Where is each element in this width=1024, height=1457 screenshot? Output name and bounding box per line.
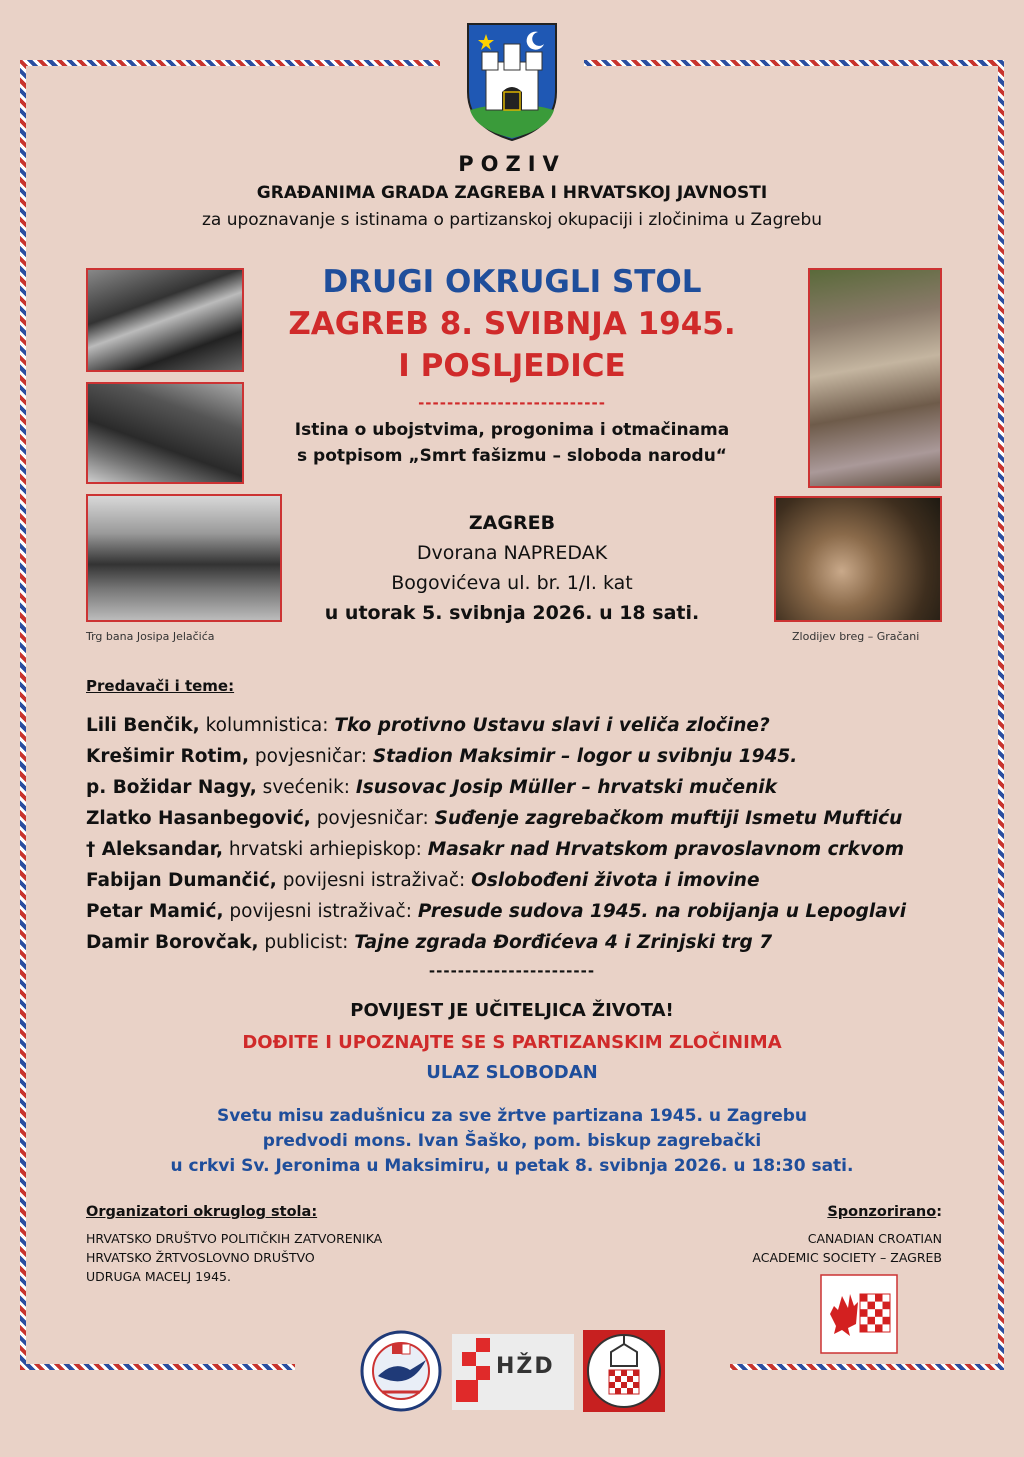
event-title: DRUGI OKRUGLI STOL xyxy=(322,264,702,300)
speaker-name: Lili Benčik, xyxy=(86,715,200,736)
poziv-heading: POZIV xyxy=(458,152,566,176)
zagreb-coat-of-arms-icon xyxy=(466,22,558,142)
organizer-item: UDRUGA MACELJ 1945. xyxy=(86,1269,231,1284)
invitation-purpose: za upoznavanje s istinama o partizanskoj okupaciji i zločinima u Zagrebu xyxy=(201,210,823,230)
mass-line-3: u crkvi Sv. Jeronima u Maksimiru, u petak 8. svibnja 2026. u 18:30 sati. xyxy=(170,1156,854,1176)
event-date: u utorak 5. svibnja 2026. u 18 sati. xyxy=(324,602,700,624)
topic-line-2: s potpisom „Smrt fašizmu – sloboda narodu“ xyxy=(297,446,727,466)
historic-photo-3 xyxy=(86,494,282,622)
speakers-label: Predavači i teme: xyxy=(86,677,235,695)
topic-line-1: Istina o ubojstvima, progonima i otmačinama xyxy=(294,420,730,440)
speaker-role: povijesni istraživač: xyxy=(276,870,472,891)
mass-line-1: Svetu misu zadušnicu za sve žrtve partizana 1945. u Zagrebu xyxy=(216,1106,808,1126)
speaker-item xyxy=(86,741,966,772)
historic-photo-2 xyxy=(86,382,244,484)
speaker-name: Petar Mamić, xyxy=(86,901,224,922)
speaker-role: svećenik: xyxy=(256,777,356,798)
speaker-role: publicist: xyxy=(258,932,355,953)
ccas-logo-icon xyxy=(820,1274,898,1354)
speaker-item xyxy=(86,710,966,741)
macelj-logo-icon xyxy=(583,1330,665,1412)
speaker-role: hrvatski arhiepiskop: xyxy=(223,839,428,860)
speaker-item xyxy=(86,927,966,958)
invitation-recipients: GRAĐANIMA GRADA ZAGREBA I HRVATSKOJ JAVNOSTI xyxy=(256,183,768,203)
speaker-topic: Tajne zgrada Đorđićeva 4 i Zrinjski trg 7 xyxy=(354,932,773,953)
red-divider: -------------------------- xyxy=(418,394,606,412)
event-subtitle-2: I POSLJEDICE xyxy=(398,348,626,384)
location-address: Bogovićeva ul. br. 1/I. kat xyxy=(391,572,633,594)
speaker-topic: Tko protivno Ustavu slavi i veliča zločine? xyxy=(334,715,770,736)
speaker-name: p. Božidar Nagy, xyxy=(86,777,257,798)
speakers-list xyxy=(86,710,966,958)
speaker-topic: Masakr nad Hrvatskom pravoslavnom crkvom xyxy=(427,839,905,860)
speaker-role: povjesničar: xyxy=(310,808,435,829)
event-subtitle-1: ZAGREB 8. SVIBNJA 1945. xyxy=(288,306,736,342)
speaker-topic: Stadion Maksimir – logor u svibnju 1945. xyxy=(372,746,798,767)
sponsor-item: CANADIAN CROATIAN xyxy=(807,1231,942,1246)
speaker-topic: Oslobođeni života i imovine xyxy=(471,870,760,891)
speaker-name: Krešimir Rotim, xyxy=(86,746,249,767)
sponsor-item: ACADEMIC SOCIETY – ZAGREB xyxy=(752,1250,942,1265)
sponsor-list xyxy=(752,1229,942,1267)
organizer-item: HRVATSKO DRUŠTVO POLITIČKIH ZATVORENIKA xyxy=(86,1231,383,1246)
speaker-topic: Suđenje zagrebačkom muftiji Ismetu Muftiću xyxy=(434,808,903,829)
hdpz-logo-icon xyxy=(360,1330,442,1412)
speaker-item xyxy=(86,865,966,896)
speaker-name: Zlatko Hasanbegović, xyxy=(86,808,311,829)
speaker-name: † Aleksandar, xyxy=(86,839,224,860)
hzd-logo-text: HŽD xyxy=(496,1354,555,1379)
caption-right: Zlodijev breg – Gračani xyxy=(792,630,920,643)
mass-line-2: predvodi mons. Ivan Šaško, pom. biskup zagrebački xyxy=(262,1131,762,1151)
speaker-item xyxy=(86,834,966,865)
speaker-item xyxy=(86,803,966,834)
black-divider: ----------------------- xyxy=(428,962,596,980)
location-hall: Dvorana NAPREDAK xyxy=(416,542,608,564)
remains-photo-2 xyxy=(774,496,942,622)
historic-photo-1 xyxy=(86,268,244,372)
sponsor-label-colon: : xyxy=(936,1204,942,1220)
organizer-item: HRVATSKO ŽRTVOSLOVNO DRUŠTVO xyxy=(86,1250,315,1265)
speaker-item xyxy=(86,772,966,803)
speaker-name: Damir Borovčak, xyxy=(86,932,259,953)
speaker-role: kolumnistica: xyxy=(199,715,335,736)
sponsor-label-text: Sponzorirano xyxy=(827,1204,937,1220)
organizers-label: Organizatori okruglog stola: xyxy=(86,1204,318,1220)
speaker-topic: Isusovac Josip Müller – hrvatski mučenik xyxy=(355,777,777,798)
caption-left: Trg bana Josipa Jelačića xyxy=(86,630,215,643)
organizers-list xyxy=(86,1229,382,1286)
remains-photo-1 xyxy=(808,268,942,488)
slogan-come: DOĐITE I UPOZNAJTE SE S PARTIZANSKIM ZLOČINIMA xyxy=(242,1032,782,1053)
speaker-topic: Presude sudova 1945. na robijanja u Lepoglavi xyxy=(417,901,907,922)
speaker-name: Fabijan Dumančić, xyxy=(86,870,277,891)
slogan-history: POVIJEST JE UČITELJICA ŽIVOTA! xyxy=(350,1000,674,1021)
speaker-role: povjesničar: xyxy=(249,746,373,767)
speaker-role: povijesni istraživač: xyxy=(223,901,418,922)
slogan-free-entry: ULAZ SLOBODAN xyxy=(426,1062,598,1083)
location-city: ZAGREB xyxy=(468,512,556,534)
sponsor-label xyxy=(827,1204,942,1220)
speaker-item xyxy=(86,896,966,927)
